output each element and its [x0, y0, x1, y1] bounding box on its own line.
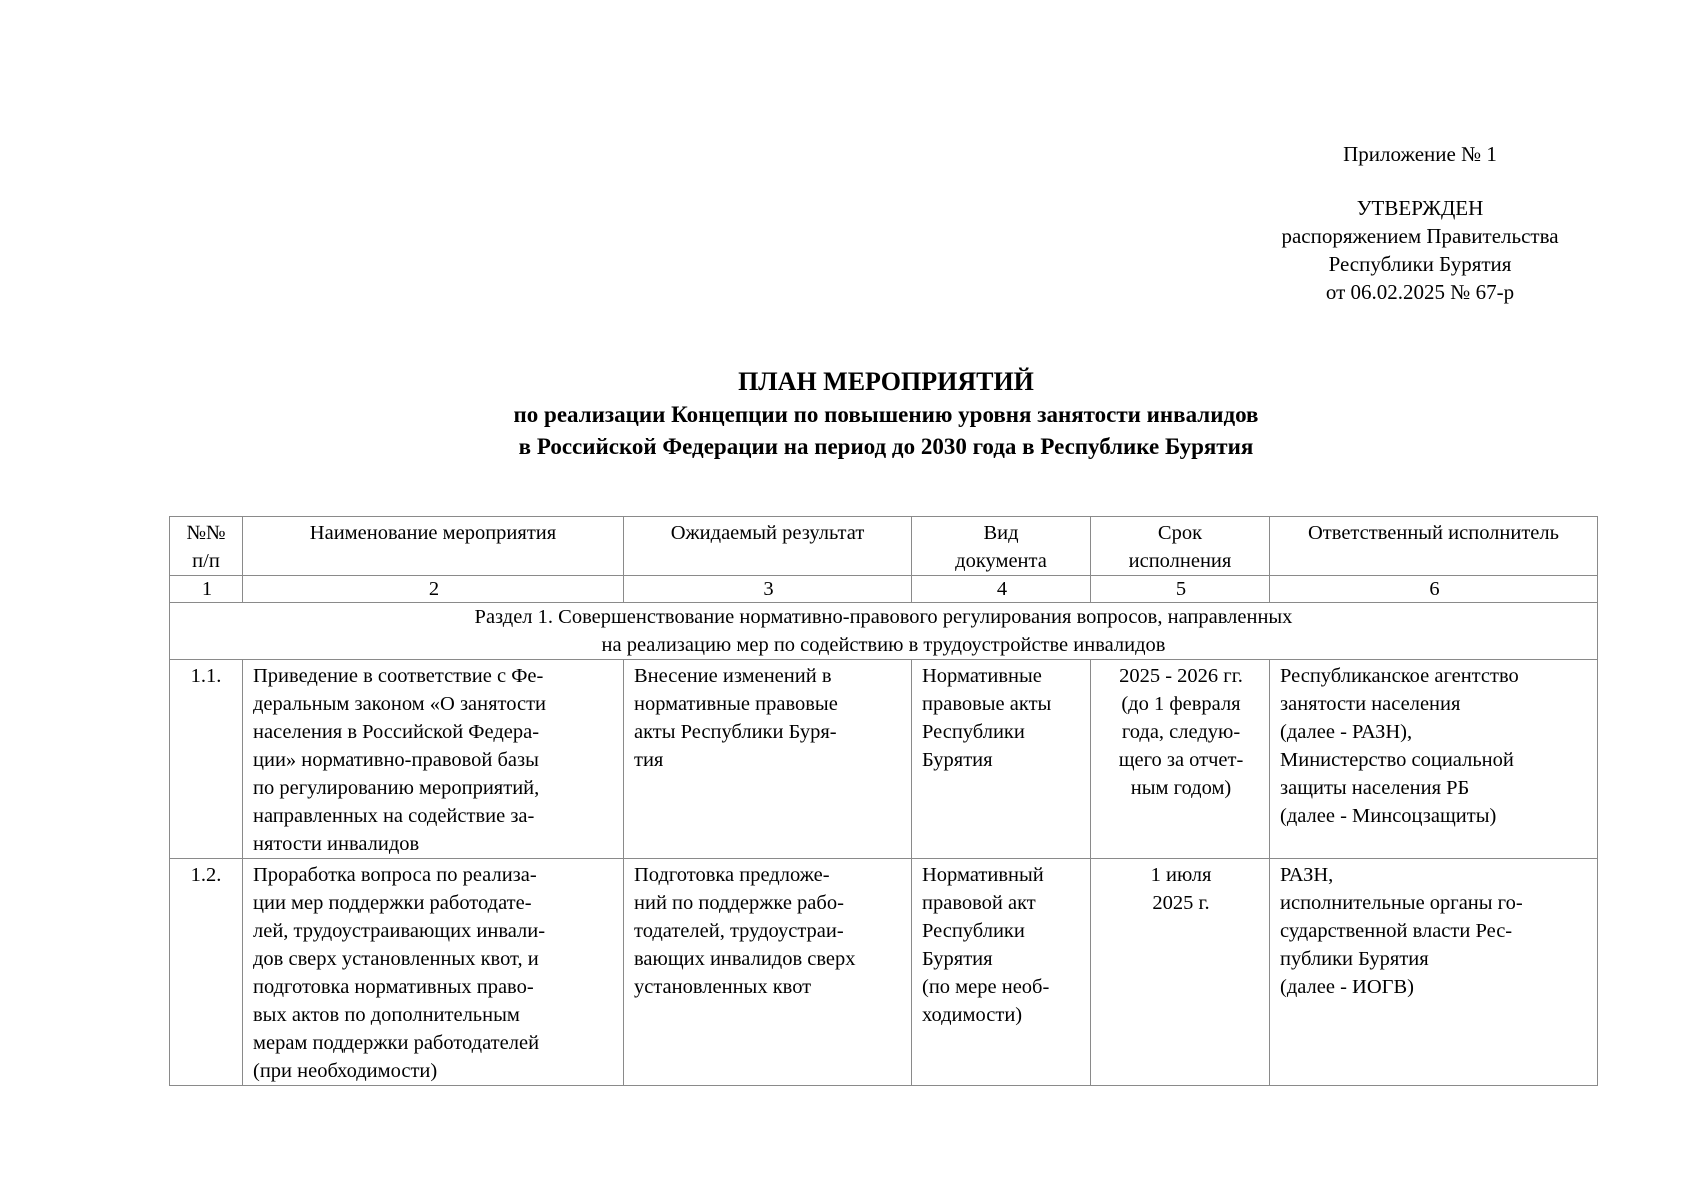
row-number: 1.2. — [170, 859, 243, 1086]
header-number: №№ п/п — [170, 517, 243, 576]
title-main: ПЛАН МЕРОПРИЯТИЙ — [738, 367, 1034, 396]
approved-by-line: распоряжением Правительства — [1281, 224, 1559, 248]
section-row — [170, 603, 1598, 660]
section-1-title: Раздел 1. Совершенствование нормативно-правового регулирования вопросов, направленных на реализацию мер по содействию в трудоустройстве инвалидов — [170, 603, 1598, 660]
row-number: 1.1. — [170, 660, 243, 859]
column-number: 2 — [243, 576, 624, 603]
approved-label: УТВЕРЖДЕН — [1356, 196, 1484, 220]
header-responsible: Ответственный исполнитель — [1270, 517, 1598, 576]
header-expected-result: Ожидаемый результат — [624, 517, 912, 576]
approval-date-number: от 06.02.2025 № 67-р — [1325, 280, 1515, 304]
expected-result: Внесение изменений в нормативные правовые акты Республики Буря- тия — [624, 660, 912, 859]
column-number: 4 — [912, 576, 1091, 603]
table-header-row — [170, 517, 1598, 576]
plan-table — [169, 516, 1598, 1086]
deadline: 1 июля 2025 г. — [1091, 859, 1270, 1086]
document-type: Нормативный правовой акт Республики Бурятия (по мере необ- ходимости) — [912, 859, 1091, 1086]
activity-name: Приведение в соответствие с Фе- деральным законом «О занятости населения в Российской Федера- ции» нормативно-правовой базы по регулированию мероприятий, направленных на содействие за- нятости инвалидов — [243, 660, 624, 859]
table-row — [170, 660, 1598, 859]
document-title — [0, 365, 1698, 463]
title-subtitle-2: в Российской Федерации на период до 2030 года в Республике Бурятия — [518, 434, 1254, 459]
approved-by-region: Республики Бурятия — [1328, 252, 1512, 276]
responsible-executor: РАЗН, исполнительные органы го- сударственной власти Рес- публики Бурятия (далее - ИОГВ) — [1270, 859, 1598, 1086]
table-row — [170, 859, 1598, 1086]
column-number: 3 — [624, 576, 912, 603]
expected-result: Подготовка предложе- ний по поддержке рабо- тодателей, трудоустраи- вающих инвалидов сверх установленных квот — [624, 859, 912, 1086]
header-deadline: Срок исполнения — [1091, 517, 1270, 576]
responsible-executor: Республиканское агентство занятости населения (далее - РАЗН), Министерство социальной защиты населения РБ (далее - Минсоцзащиты) — [1270, 660, 1598, 859]
document-type: Нормативные правовые акты Республики Бурятия — [912, 660, 1091, 859]
column-number: 6 — [1270, 576, 1598, 603]
deadline: 2025 - 2026 гг. (до 1 февраля года, следую- щего за отчет- ным годом) — [1091, 660, 1270, 859]
header-activity-name: Наименование мероприятия — [243, 517, 624, 576]
column-number-row — [170, 576, 1598, 603]
approval-block — [1240, 140, 1600, 306]
title-subtitle-1: по реализации Концепции по повышению уровня занятости инвалидов — [513, 402, 1259, 427]
column-number: 5 — [1091, 576, 1270, 603]
appendix-label: Приложение № 1 — [1343, 142, 1497, 166]
activity-name: Проработка вопроса по реализа- ции мер поддержки работодате- лей, трудоустраивающих инвали- дов сверх установленных квот, и подготовка нормативных право- вых актов по дополнительным мерам поддержки работодателей (при необходимости) — [243, 859, 624, 1086]
column-number: 1 — [170, 576, 243, 603]
header-document-type: Вид документа — [912, 517, 1091, 576]
